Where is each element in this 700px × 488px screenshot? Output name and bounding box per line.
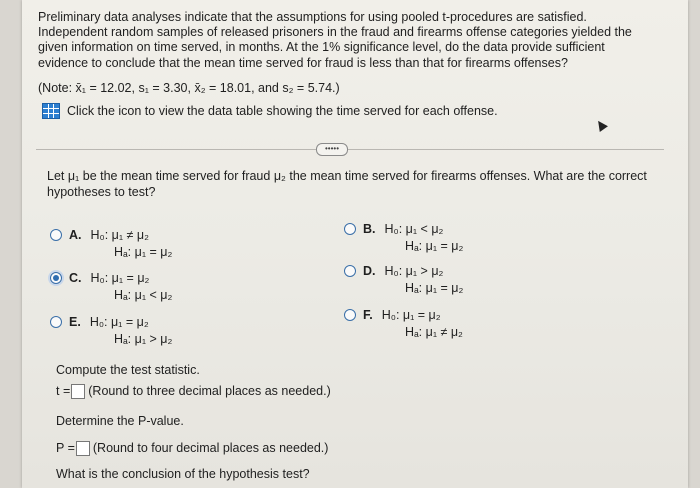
data-table-link[interactable]	[42, 103, 498, 119]
option-a-h0: H₀: μ₁ ≠ μ₂	[90, 228, 149, 242]
option-b[interactable]	[344, 222, 463, 253]
option-f[interactable]	[344, 308, 463, 339]
option-c-ha: Hₐ: μ₁ < μ₂	[114, 288, 173, 302]
option-c[interactable]	[50, 271, 172, 302]
option-a-letter: A.	[69, 228, 82, 242]
summary-statistics-note: (Note: x̄₁ = 12.02, s₁ = 3.30, x̄₂ = 18.01, and s₂ = 5.74.)	[38, 81, 340, 95]
option-a[interactable]	[50, 228, 172, 259]
option-d-ha: Hₐ: μ₁ = μ₂	[405, 281, 464, 295]
option-e-radio[interactable]	[50, 316, 62, 328]
p-value-row	[56, 441, 328, 456]
option-b-ha: Hₐ: μ₁ = μ₂	[405, 239, 464, 253]
option-f-h0: H₀: μ₁ = μ₂	[381, 308, 441, 322]
test-statistic-label: t =	[56, 384, 71, 398]
option-d-letter: D.	[363, 264, 376, 278]
test-statistic-heading: Compute the test statistic.	[56, 363, 200, 377]
option-e-ha: Hₐ: μ₁ > μ₂	[114, 332, 173, 346]
p-value-label: P =	[56, 441, 75, 455]
question-panel	[22, 0, 688, 488]
conclusion-heading: What is the conclusion of the hypothesis test?	[56, 467, 310, 481]
test-statistic-row	[56, 384, 331, 399]
option-c-h0: H₀: μ₁ = μ₂	[90, 271, 150, 285]
option-a-radio[interactable]	[50, 229, 62, 241]
option-e-letter: E.	[69, 315, 81, 329]
data-table-icon[interactable]	[42, 103, 60, 119]
hypotheses-question: Let μ₁ be the mean time served for fraud μ₂ the mean time served for firearms offenses. What are the correct hypotheses to test?	[47, 169, 647, 199]
p-value-input[interactable]	[76, 441, 90, 456]
option-c-radio[interactable]	[50, 272, 62, 284]
test-statistic-hint: (Round to three decimal places as needed.)	[88, 384, 331, 398]
option-d-h0: H₀: μ₁ > μ₂	[384, 264, 444, 278]
section-divider	[36, 149, 664, 150]
option-f-ha: Hₐ: μ₁ ≠ μ₂	[405, 325, 463, 339]
option-b-letter: B.	[363, 222, 376, 236]
option-b-radio[interactable]	[344, 223, 356, 235]
option-d-radio[interactable]	[344, 265, 356, 277]
p-value-hint: (Round to four decimal places as needed.)	[92, 441, 329, 455]
problem-statement	[38, 10, 658, 71]
option-e-h0: H₀: μ₁ = μ₂	[89, 315, 149, 329]
mouse-cursor-icon	[594, 118, 608, 132]
option-e[interactable]	[50, 315, 172, 346]
p-value-heading: Determine the P-value.	[56, 414, 184, 428]
option-a-ha: Hₐ: μ₁ = μ₂	[114, 245, 173, 259]
data-table-link-text: Click the icon to view the data table showing the time served for each offense.	[67, 104, 498, 118]
test-statistic-input[interactable]	[71, 384, 85, 399]
option-b-h0: H₀: μ₁ < μ₂	[384, 222, 444, 236]
option-f-letter: F.	[363, 308, 373, 322]
option-d[interactable]	[344, 264, 463, 295]
option-c-letter: C.	[69, 271, 82, 285]
expand-button[interactable]: •••••	[316, 143, 348, 156]
problem-text: Preliminary data analyses indicate that the assumptions for using pooled t-procedures are satisfied. Independent random samples of released prisoners in the fraud and firearms offense categories yielded the given information on time served, in months. At the 1% significance level, do the data provide sufficient evidence to conclude that the mean time served for fraud is less than that for firearms offenses?	[38, 10, 632, 70]
option-f-radio[interactable]	[344, 309, 356, 321]
